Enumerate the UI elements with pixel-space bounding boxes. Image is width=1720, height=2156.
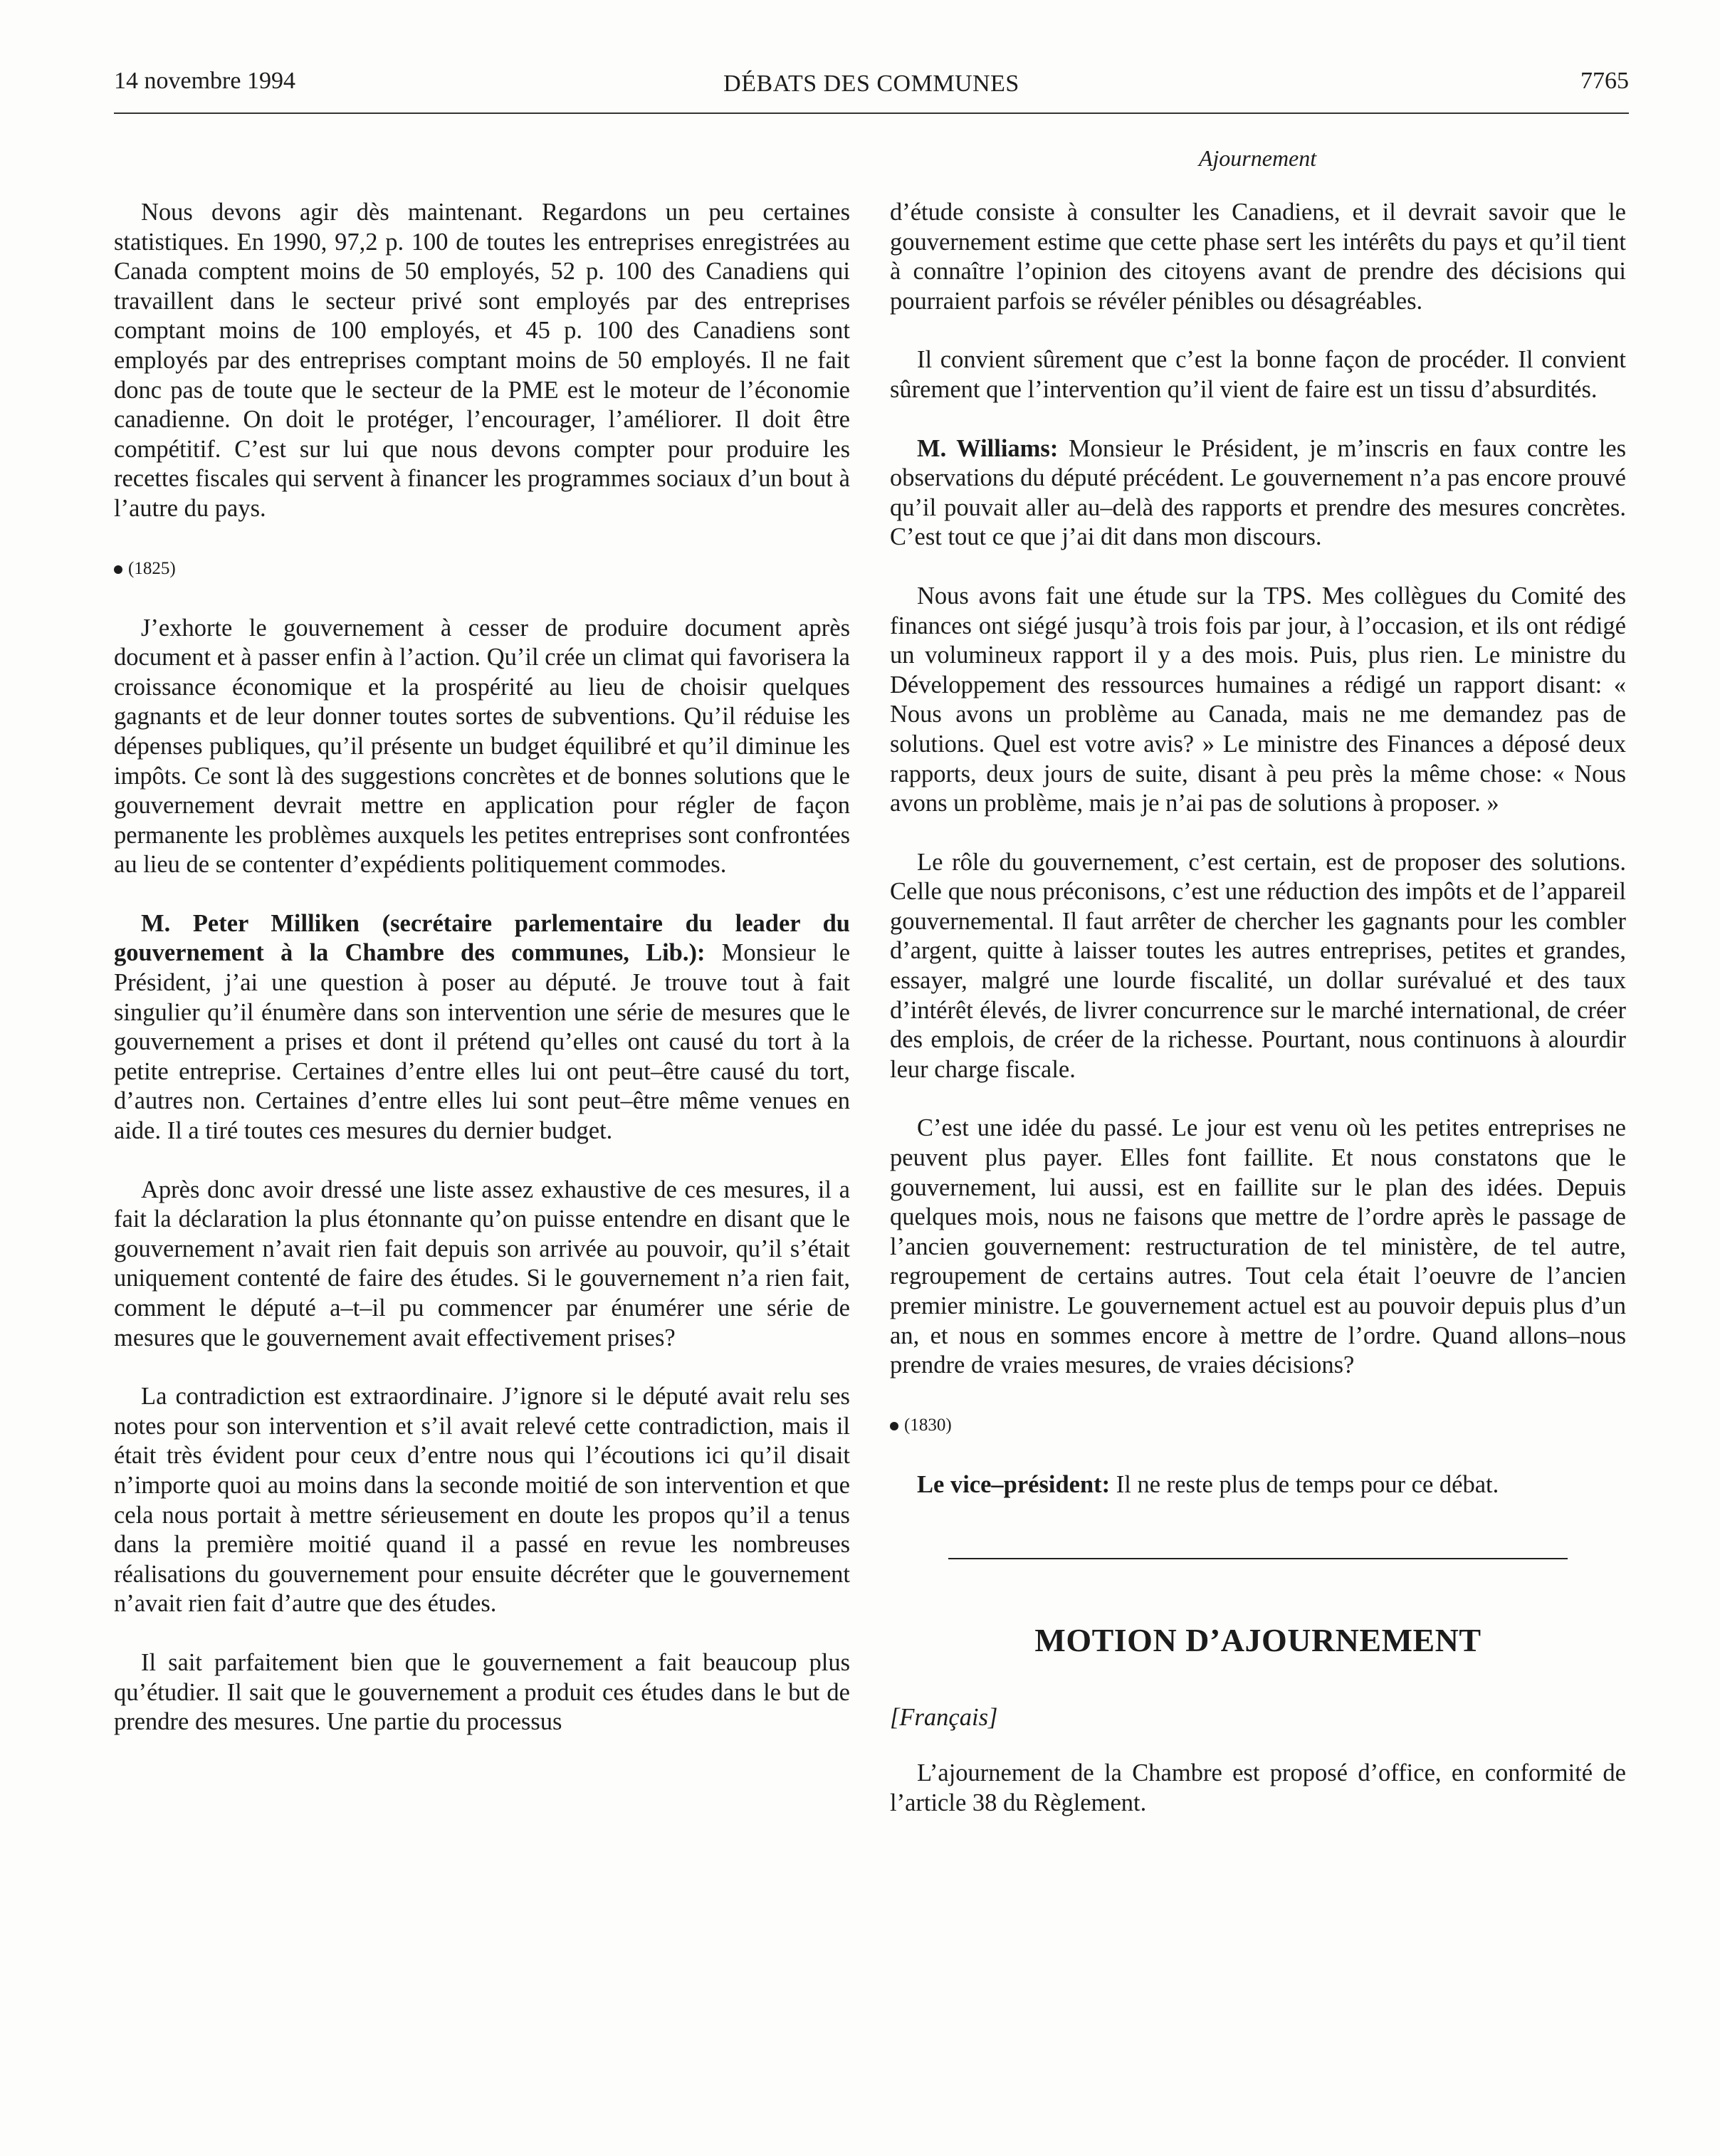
paragraph: J’exhorte le gouvernement à cesser de produire document après document et à passer enfin à l’action. Qu’il crée un climat qui favorisera la croissance économique et la prospérité au lieu de choisir quelques gagnants et de leur donner toutes sortes de subventions. Qu’il réduise les dépenses publiques, qu’il présente un budget équilibré et qu’il diminue les impôts. Ce sont là des suggestions concrètes et de bonnes solutions que le gouvernement devrait mettre en application pour régler de façon permanente les problèmes auxquels les petites entreprises sont confrontées au lieu de se contenter d’expédients politiquement commodes. [114, 614, 850, 879]
header-title: DÉBATS DES COMMUNES [723, 70, 1019, 97]
running-header [114, 68, 1629, 110]
speech-text: Il ne reste plus de temps pour ce débat. [1116, 1470, 1499, 1498]
paragraph: Le rôle du gouvernement, c’est certain, est de proposer des solutions. Celle que nous préconisons, c’est une réduction des impôts et de l’appareil gouvernemental. Il faut arrêter de chercher les gagnants pour les combler d’argent, quitte à laisser toutes les autres entreprises, petites et grandes, essayer, malgré une lourde fiscalité, un dollar surévalué et des taux d’intérêt élevés, de livrer concurrence sur le marché international, de créer des emplois, de créer de la richesse. Pourtant, nous continuons à alourdir leur charge fiscale. [890, 848, 1626, 1083]
speaker-name: Le vice–président: [917, 1470, 1111, 1498]
paragraph: Nous avons fait une étude sur la TPS. Mes collègues du Comité des finances ont siégé jusqu’à trois fois par jour, à l’occasion, et ils ont rédigé un volumineux rapport il y a des mois. Puis, plus rien. Le ministre du Développement des ressources humaines a rédigé un rapport disant: « Nous avons un problème au Canada, mais ne me demandez pas de solutions. Quel est votre avis? » Le ministre des Finances a déposé deux rapports, deux jours de suite, disant à peu près la même chose: « Nous avons un problème, mais je n’ai pas de solutions à proposer. » [890, 582, 1626, 817]
left-column [114, 198, 850, 1767]
timestamp-text: (1830) [904, 1415, 952, 1435]
bullet-icon [890, 1422, 898, 1430]
speaker-name: M. Williams: [917, 434, 1059, 462]
paragraph: C’est une idée du passé. Le jour est venu où les petites entreprises ne peuvent plus payer. Elles font faillite. Et nous constatons que le gouvernement, lui aussi, est en faillite sur le plan des idées. Depuis quelques mois, nous ne faisons que mettre de l’ordre après le passage de l’ancien gouvernement: restructuration de tel ministère, de tel autre, regroupement de certains autres. Tout cela était l’oeuvre de l’ancien premier ministre. Le gouvernement actuel est au pouvoir depuis plus d’un an, et nous en sommes encore à mettre de l’ordre. Quand allons–nous prendre de vraies mesures, de vraies décisions? [890, 1114, 1626, 1379]
speech-text: Monsieur le Président, j’ai une question à poser au député. Je trouve tout à fait singulier qu’il énumère dans son intervention une série de mesures que le gouvernement a prises et dont il prétend qu’elles ont causé du tort à la petite entreprise. Certaines d’entre elles lui ont peut–être causé du tort, d’autres non. Certaines d’entre elles lui sont peut–être même venues en aide. Il a tiré toutes ces mesures du dernier budget. [114, 939, 851, 1145]
section-divider [948, 1558, 1568, 1559]
speech-paragraph [890, 434, 1626, 553]
paragraph: La contradiction est extraordinaire. J’ignore si le député avait relu ses notes pour son intervention et s’il avait relevé cette contradiction, mais il était très évident pour ceux d’entre nous qui l’écoutions ici qu’il disait n’importe quoi au moins dans la seconde moitié de son intervention et que cela nous portait à mettre sérieusement en doute les propos qu’il a tenus dans la première moitié quand il a passé en revue les nombreuses réalisations du gouvernement pour ensuite décréter que le gouvernement n’avait rien fait d’autre que des études. [114, 1383, 850, 1618]
language-tag: [Français] [890, 1704, 998, 1732]
timestamp [890, 1410, 1626, 1441]
section-label: Ajournement [1198, 145, 1317, 171]
speech-paragraph [114, 909, 850, 1146]
timestamp-text: (1825) [128, 558, 176, 578]
right-column [890, 198, 1626, 1847]
paragraph: Après donc avoir dressé une liste assez exhaustive de ces mesures, il a fait la déclaration la plus étonnante qu’on puisse entendre en disant que le gouvernement n’avait rien fait depuis son arrivée au pouvoir, qu’il s’était uniquement contenté de faire des études. Si le gouvernement n’a rien fait, comment le député a–t–il pu commencer par énumérer une série de mesures que le gouvernement avait effectivement prises? [114, 1176, 850, 1351]
paragraph: Il sait parfaitement bien que le gouvernement a fait beaucoup plus qu’étudier. Il sait que le gouvernement a produit ces études dans le but de prendre des mesures. Une partie du processus [114, 1648, 850, 1736]
timestamp [114, 553, 850, 585]
paragraph: d’étude consiste à consulter les Canadiens, et il devrait savoir que le gouvernement estime que cette phase sert les intérêts du pays et qu’il tient à connaître l’opinion des citoyens avant de prendre des décisions qui pourraient parfois se révéler pénibles ou désagréables. [890, 199, 1626, 315]
speech-paragraph [890, 1470, 1626, 1500]
paragraph: Il convient sûrement que c’est la bonne façon de procéder. Il convient sûrement que l’intervention qu’il vient de faire est un tissu d’absurdités. [890, 346, 1626, 403]
speech-text: Monsieur le Président, je m’inscris en faux contre les observations du député précédent. Le gouvernement n’a pas encore prouvé qu’il pouvait aller au–delà des rapports et prendre des mesures concrètes. C’est tout ce que j’ai dit dans mon discours. [890, 434, 1627, 551]
speaker-name: M. Peter Milliken (secrétaire parlementaire du leader du gouvernement à la Chambre des communes, Lib.): [114, 909, 850, 967]
paragraph: L’ajournement de la Chambre est proposé d’office, en conformité de l’article 38 du Règlement. [890, 1759, 1626, 1816]
header-date: 14 novembre 1994 [114, 68, 295, 94]
header-rule [114, 112, 1629, 114]
paragraph: Nous devons agir dès maintenant. Regardons un peu certaines statistiques. En 1990, 97,2 p. 100 de toutes les entreprises enregistrées au Canada comptent moins de 50 employés, 52 p. 100 des Canadiens qui travaillent dans le secteur privé sont employés par des entreprises comptant moins de 100 employés, et 45 p. 100 des Canadiens sont employés par des entreprises comptant moins de 50 employés. Il ne fait donc pas de toute que le secteur de la PME est le moteur de l’économie canadienne. On doit le protéger, l’encourager, l’améliorer. Il doit être compétitif. C’est sur lui que nous devons compter pour produire les recettes fiscales qui servent à financer les programmes sociaux d’un bout à l’autre du pays. [114, 199, 850, 522]
page-number: 7765 [1580, 68, 1629, 94]
section-heading: MOTION D’AJOURNEMENT [1034, 1622, 1482, 1659]
bullet-icon [114, 565, 122, 574]
